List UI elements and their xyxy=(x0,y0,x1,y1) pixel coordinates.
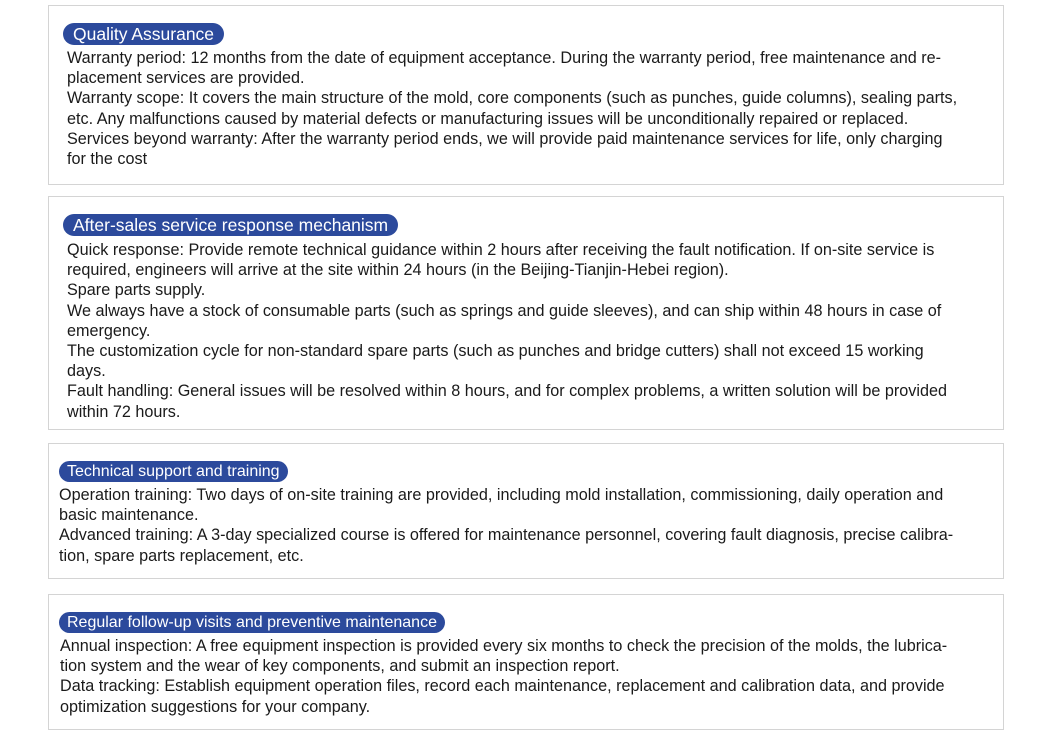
section-body xyxy=(59,485,953,566)
body-line: required, engineers will arrive at the site within 24 hours (in the Beijing-Tianjin-Hebei region). xyxy=(67,261,729,280)
body-line: Quick response: Provide remote technical guidance within 2 hours after receiving the fault notification. If on-site service is xyxy=(67,241,935,259)
body-line: Data tracking: Establish equipment operation files, record each maintenance, replacement and calibration data, and provide xyxy=(60,677,945,696)
body-line: tion system and the wear of key components, and submit an inspection report. xyxy=(60,657,620,676)
section-body xyxy=(67,240,947,422)
section-title-badge: Regular follow-up visits and preventive maintenance xyxy=(59,612,445,633)
body-line: Operation training: Two days of on-site training are provided, including mold installation, commissioning, daily operation and xyxy=(59,486,944,504)
body-line: Spare parts supply. xyxy=(67,281,206,300)
section-quality-assurance xyxy=(48,5,1004,185)
body-line: emergency. xyxy=(67,321,151,340)
body-line: Annual inspection: A free equipment inspection is provided every six months to check the precision of the molds, the lubrica- xyxy=(60,637,948,655)
body-line: tion, spare parts replacement, etc. xyxy=(59,546,304,565)
body-line: Fault handling: General issues will be resolved within 8 hours, and for complex problems, a written solution will be provided xyxy=(67,382,947,401)
body-line: basic maintenance. xyxy=(59,506,199,525)
body-line: days. xyxy=(67,362,106,381)
body-line: etc. Any malfunctions caused by material defects or manufacturing issues will be unconditionally repaired or replaced. xyxy=(67,109,909,128)
section-follow-up-maintenance xyxy=(48,594,1004,730)
section-technical-support xyxy=(48,443,1004,579)
section-body xyxy=(67,48,957,169)
section-title-badge: After-sales service response mechanism xyxy=(63,214,398,236)
section-after-sales-response xyxy=(48,196,1004,430)
body-line: optimization suggestions for your company. xyxy=(60,697,371,716)
body-line: Warranty scope: It covers the main structure of the mold, core components (such as punches, guide columns), sealing parts, xyxy=(67,89,958,108)
section-title-badge: Quality Assurance xyxy=(63,23,224,45)
section-body xyxy=(60,636,947,717)
body-line: We always have a stock of consumable parts (such as springs and guide sleeves), and can ship within 48 hours in case of xyxy=(67,301,942,320)
body-line: placement services are provided. xyxy=(67,69,305,88)
body-line: Warranty period: 12 months from the date of equipment acceptance. During the warranty period, free maintenance and re- xyxy=(67,49,941,67)
body-line: Advanced training: A 3-day specialized course is offered for maintenance personnel, covering fault diagnosis, precise calibra- xyxy=(59,526,954,545)
body-line: Services beyond warranty: After the warranty period ends, we will provide paid maintenance services for life, only charging xyxy=(67,129,943,148)
section-title-badge: Technical support and training xyxy=(59,461,288,482)
body-line: for the cost xyxy=(67,150,148,169)
body-line: The customization cycle for non-standard spare parts (such as punches and bridge cutters) shall not exceed 15 working xyxy=(67,342,924,361)
body-line: within 72 hours. xyxy=(67,402,181,421)
